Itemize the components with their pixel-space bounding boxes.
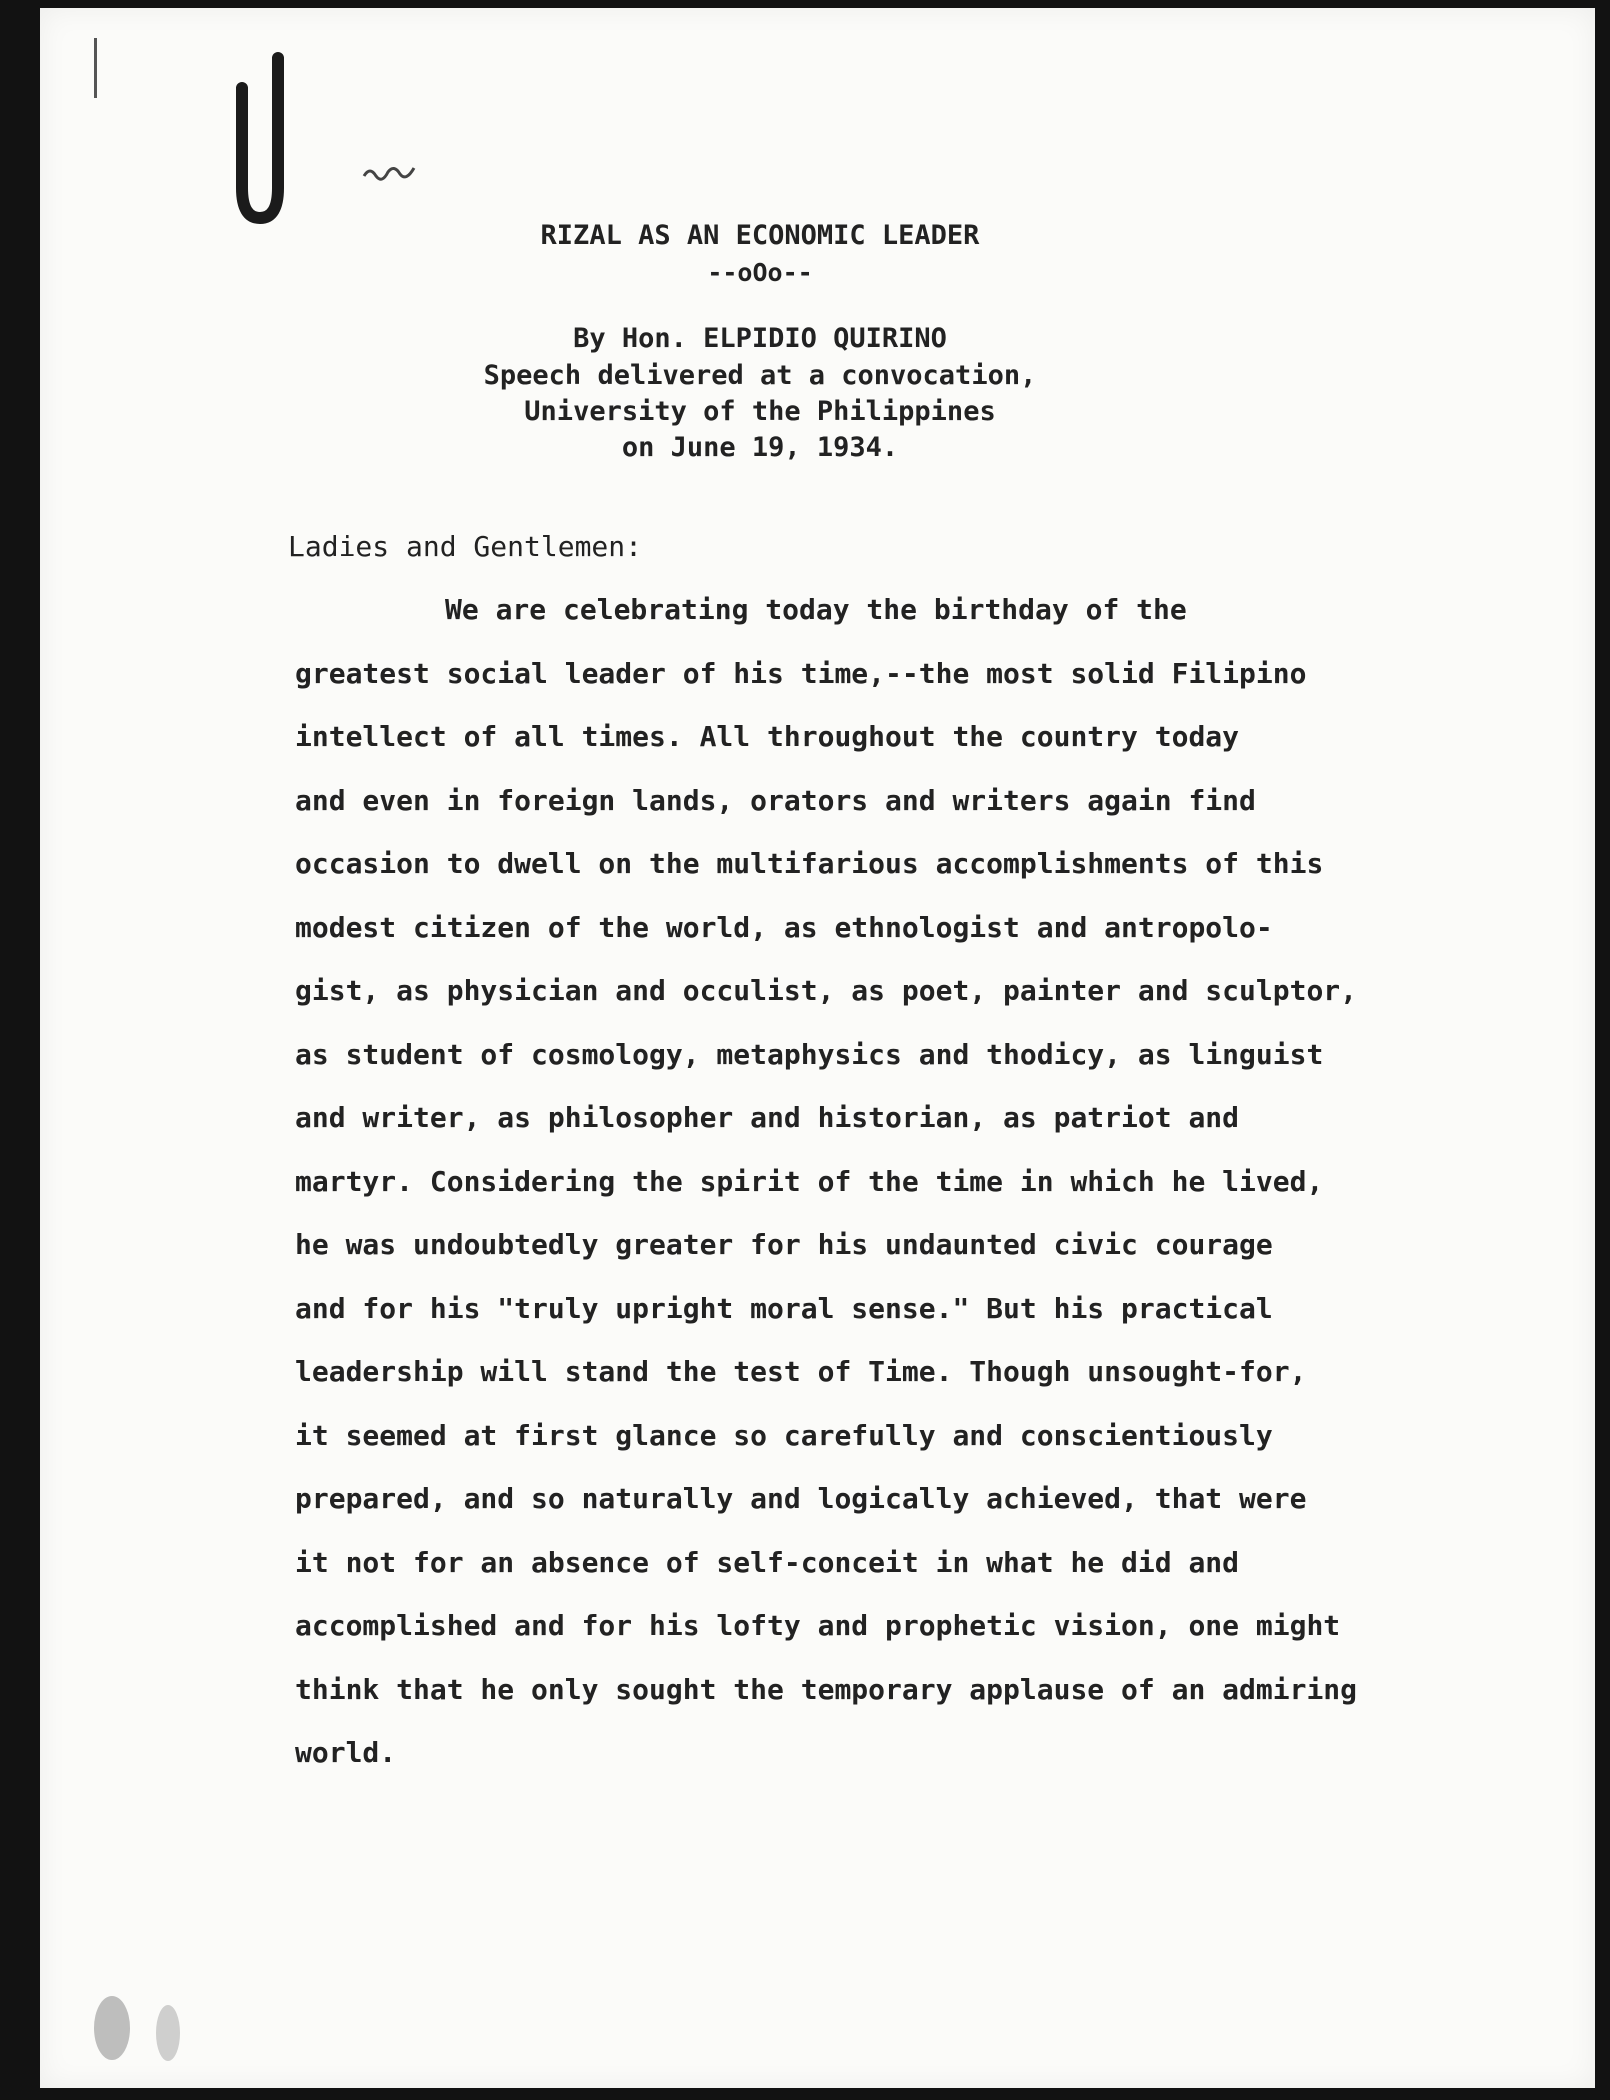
paragraph-line: accomplished and for his lofty and prophetic vision, one might (295, 1609, 1341, 1642)
paragraph-line: and for his "truly upright moral sense." But his practical (295, 1291, 1273, 1325)
page-edge-mark (94, 38, 97, 98)
paragraph-line: and even in foreign lands, orators and writers again find (295, 783, 1256, 817)
paragraph-line: as student of cosmology, metaphysics and thodicy, as linguist (295, 1037, 1324, 1071)
speech-paragraph (295, 578, 1535, 1785)
byline: By Hon. ELPIDIO QUIRINO (573, 323, 947, 354)
paragraph-line: intellect of all times. All throughout the country today (295, 720, 1240, 753)
paragraph-line: it not for an absence of self-conceit in what he did and (295, 1545, 1240, 1579)
paperclip-icon (230, 48, 290, 228)
title-ornament: --oOo-- (707, 258, 813, 287)
paragraph-line: occasion to dwell on the multifarious accomplishments of this (295, 847, 1324, 880)
subtitle-line: on June 19, 1934. (621, 432, 899, 463)
ink-scribble-icon (360, 158, 420, 188)
paragraph-line: it seemed at first glance so carefully and conscientiously (295, 1418, 1273, 1452)
document-title: RIZAL AS AN ECONOMIC LEADER (540, 220, 980, 251)
paragraph-line: leadership will stand the test of Time. Though unsought-for, (295, 1355, 1307, 1388)
paragraph-line: think that he only sought the temporary applause of an admiring (295, 1672, 1358, 1706)
paragraph-line: prepared, and so naturally and logically achieved, that were (295, 1482, 1307, 1515)
paragraph-line: and writer, as philosopher and historian, as patriot and (295, 1101, 1240, 1134)
paragraph-line: greatest social leader of his time,--the most solid Filipino (295, 656, 1307, 690)
corner-smudge-icon (80, 1983, 200, 2093)
paragraph-line: he was undoubtedly greater for his undaunted civic courage (295, 1228, 1273, 1261)
subtitle-line: Speech delivered at a convocation, (483, 360, 1037, 391)
paragraph-line: martyr. Considering the spirit of the time in which he lived, (295, 1164, 1324, 1198)
paragraph-line: world. (295, 1736, 397, 1769)
paragraph-line: We are celebrating today the birthday of the (445, 593, 1187, 626)
paragraph-line: modest citizen of the world, as ethnologist and antropolo- (295, 910, 1273, 944)
subtitle-line: University of the Philippines (524, 396, 996, 427)
paragraph-line: gist, as physician and occulist, as poet, painter and sculptor, (295, 974, 1358, 1007)
salutation: Ladies and Gentlemen: (288, 530, 643, 563)
document-page (40, 8, 1595, 2088)
